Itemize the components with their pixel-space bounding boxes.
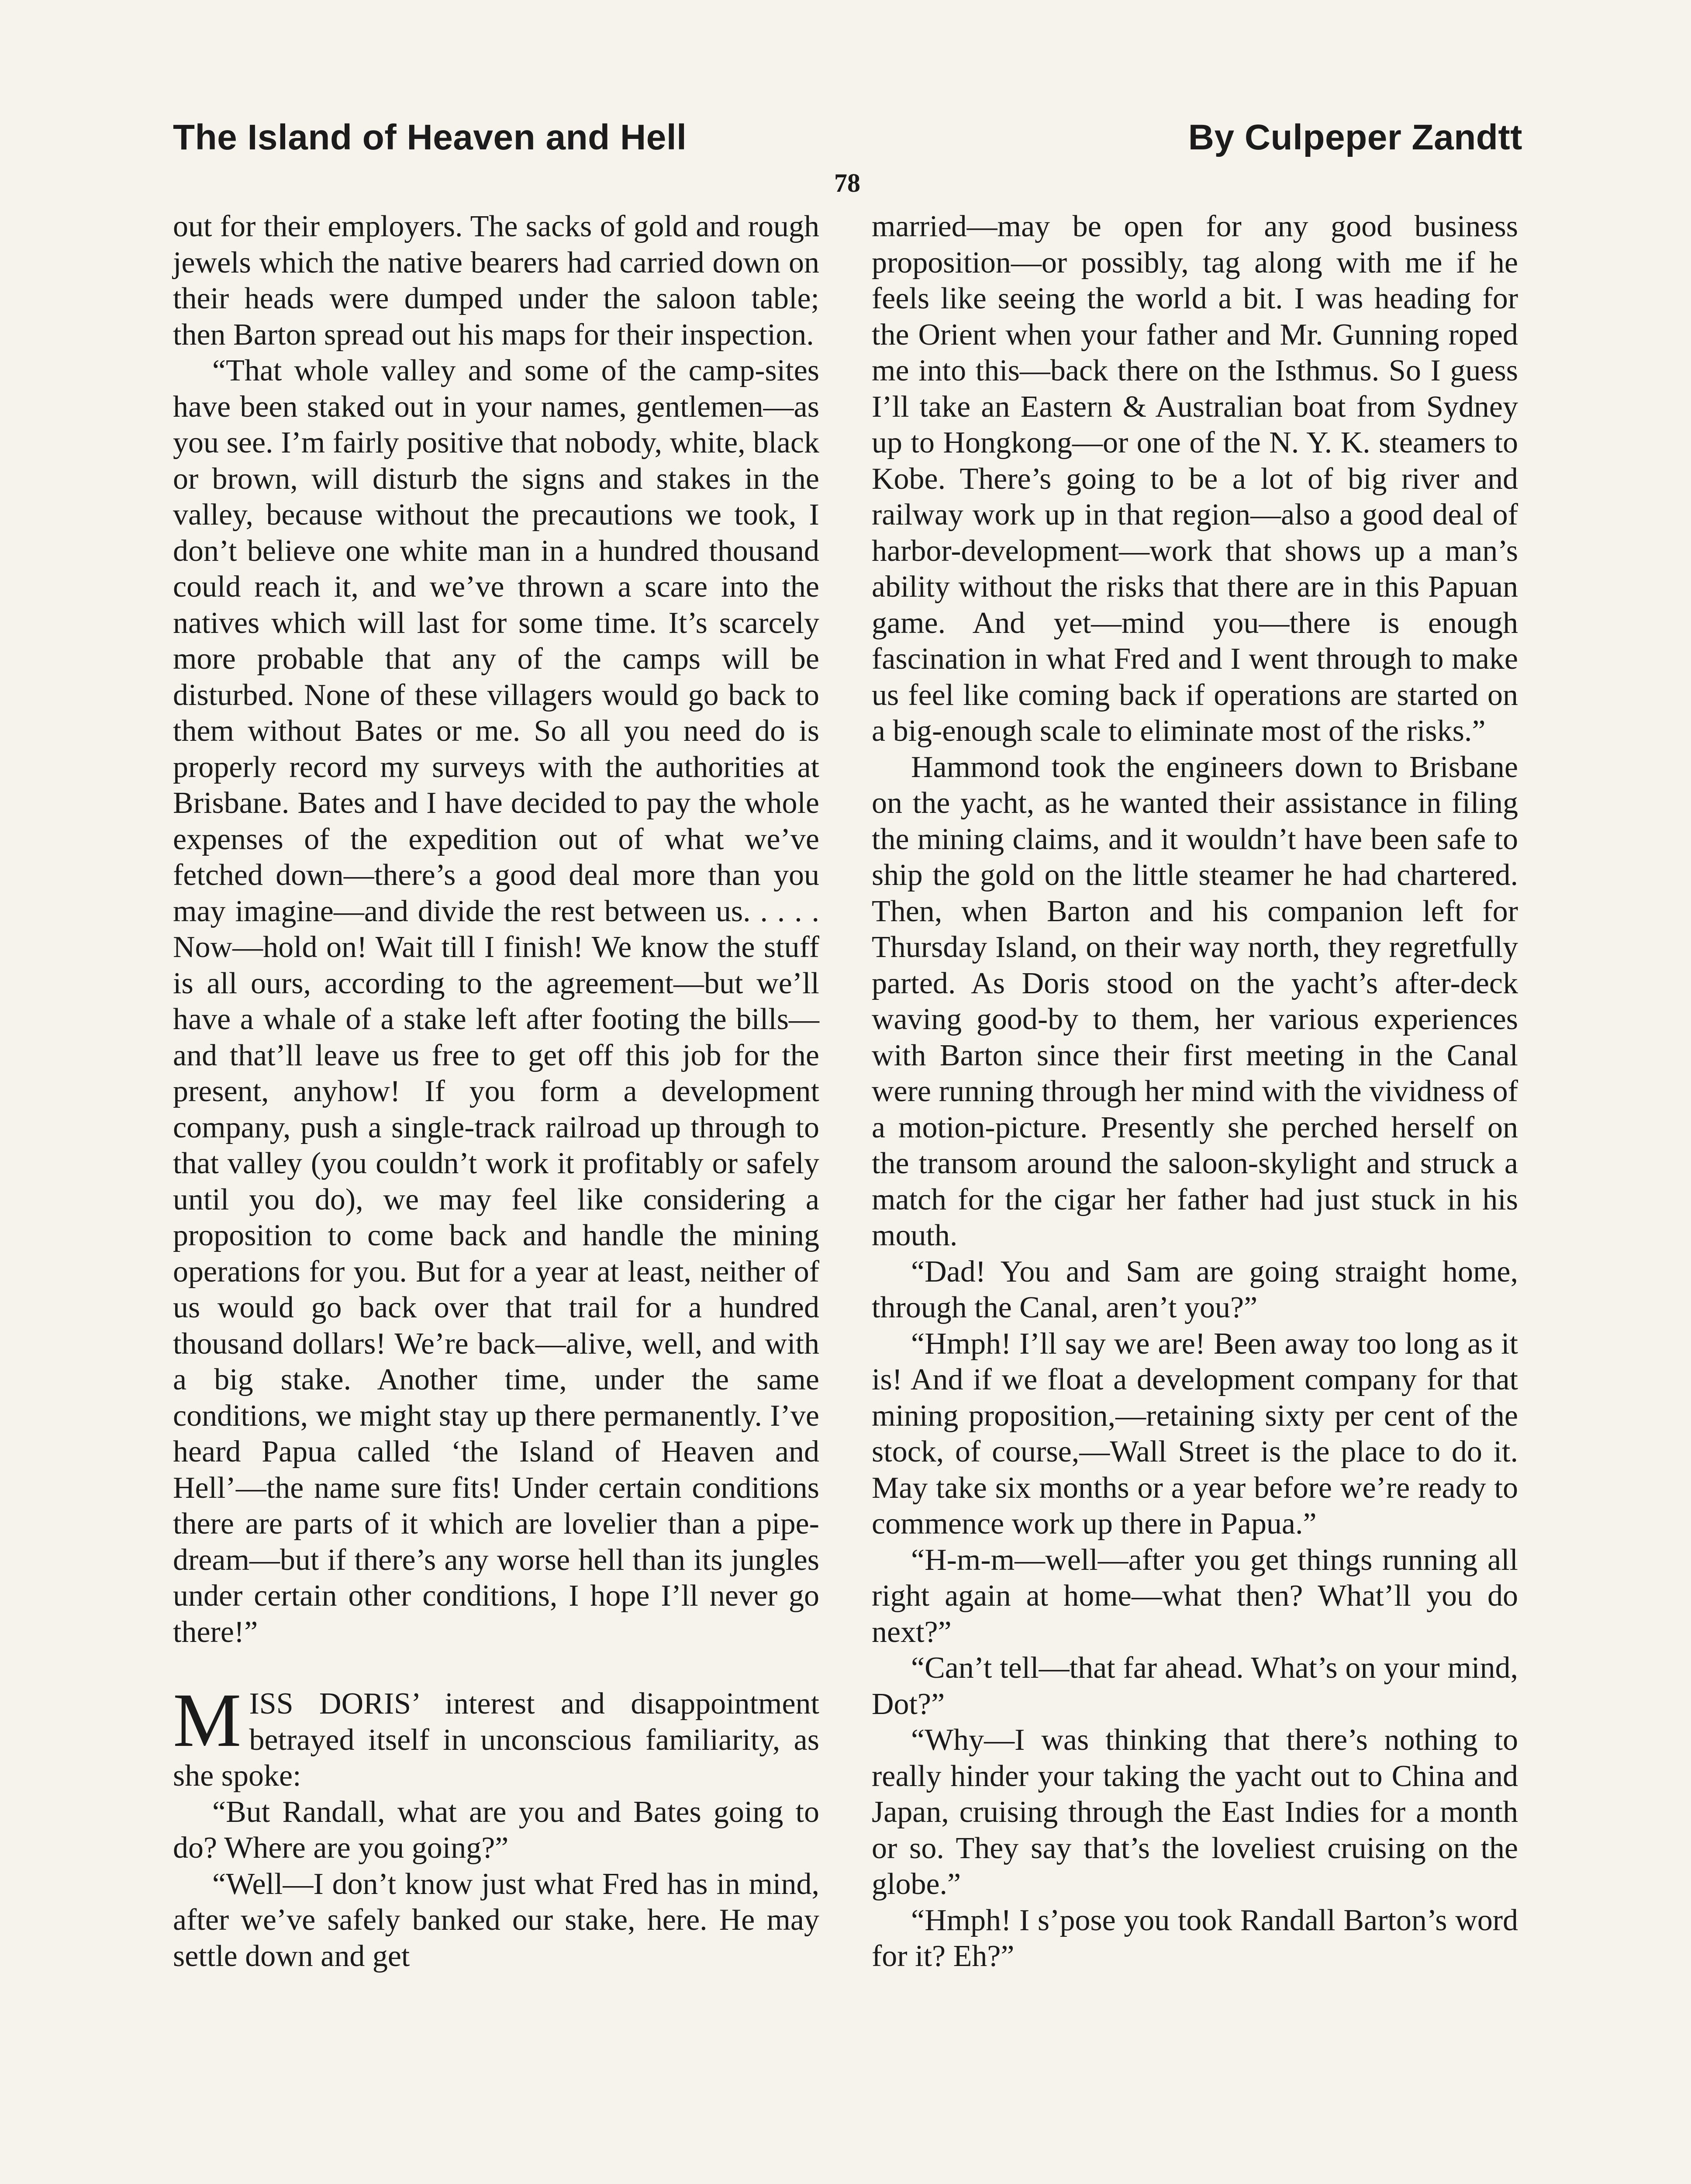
running-head (173, 117, 1522, 158)
paragraph: “Can’t tell—that far ahead. What’s on your mind, Dot?” (872, 1651, 1518, 1721)
paragraph: “Hmph! I’ll say we are! Been away too long as it is! And if we float a development company for that mining proposition,—retaining sixty per cent of the stock, of course,—Wall Street is the place to do it. May take six months or a year before we’re ready to commence work up there in Papua.” (872, 1327, 1518, 1541)
left-column (173, 209, 819, 1974)
right-column (872, 209, 1518, 1975)
story-title: The Island of Heaven and Hell (173, 117, 687, 157)
author-byline: By Culpeper Zandtt (1188, 117, 1522, 157)
drop-cap: M (173, 1678, 242, 1763)
paragraph: “H-m-m—well—after you get things running all right again at home—what then? What’ll you do next?” (872, 1543, 1518, 1649)
paragraph: “But Randall, what are you and Bates going to do? Where are you going?” (173, 1795, 819, 1865)
paragraph: “Well—I don’t know just what Fred has in mind, after we’ve safely banked our stake, here. He may settle down and get (173, 1867, 819, 1973)
section-opening-paragraph (173, 1678, 819, 1794)
paragraph: Hammond took the engineers down to Brisbane on the yacht, as he wanted their assistance in filing the mining claims, and it wouldn’t have been safe to ship the gold on the little steamer he had chartered. Then, when Barton and his companion left for Thursday Island, on their way north, they regretfully parted. As Doris stood on the yacht’s after-deck waving good-by to them, her various experiences with Barton since their first meeting in the Canal were running through her mind with the vividness of a motion-picture. Presently she perched herself on the transom around the saloon-skylight and struck a match for the cigar her father had just stuck in his mouth. (872, 750, 1518, 1252)
paragraph: “That whole valley and some of the camp-sites have been staked out in your names, gentlemen—as you see. I’m fairly positive that nobody, white, black or brown, will disturb the signs and stakes in the valley, because without the precautions we took, I don’t believe one white man in a hundred thousand could reach it, and we’ve thrown a scare into the natives which will last for some time. It’s scarcely more probable that any of the camps will be disturbed. None of these villagers would go back to them without Bates or me. So all you need do is properly record my surveys with the authorities at Brisbane. Bates and I have decided to pay the whole expenses of the expedition out of what we’ve fetched down—there’s a good deal more than you may imagine—and divide the rest between us. . . . . Now—hold on! Wait till I finish! We know the stuff is all ours, according to the agreement—but we’ll have a whale of a stake left after footing the bills—and that’ll leave us free to get off this job for the present, anyhow! If you form a development company, push a single-track railroad up through to that valley (you couldn’t work it profitably or safely until you do), we may feel like considering a proposition to come back and handle the mining operations for you. But for a year at least, neither of us would go back over that trail for a hundred thousand dollars! We’re back—alive, well, and with a big stake. Another time, under the same conditions, we might stay up there permanently. I’ve heard Papua called ‘the Island of Heaven and Hell’—the name sure fits! Under certain conditions there are parts of it which are lovelier than a pipe-dream—but if there’s any worse hell than its jungles under certain other conditions, I hope I’ll never go there!” (173, 354, 819, 1649)
paragraph: “Why—I was thinking that there’s nothing to really hinder your taking the yacht out to China and Japan, cruising through the East Indies for a month or so. They say that’s the loveliest cruising on the globe.” (872, 1723, 1518, 1901)
paragraph: married—may be open for any good business proposition—or possibly, tag along with me if he feels like seeing the world a bit. I was heading for the Orient when your father and Mr. Gunning roped me into this—back there on the Isthmus. So I guess I’ll take an Eastern & Australian boat from Sydney up to Hongkong—or one of the N. Y. K. steamers to Kobe. There’s going to be a lot of big river and railway work up in that region—also a good deal of harbor-development—work that shows up a man’s ability without the risks that there are in this Papuan game. And yet—mind you—there is enough fascination in what Fred and I went through to make us feel like coming back if operations are started on a big-enough scale to eliminate most of the risks.” (872, 210, 1518, 748)
paragraph: “Dad! You and Sam are going straight home, through the Canal, aren’t you?” (872, 1254, 1518, 1324)
paragraph: out for their employers. The sacks of gold and rough jewels which the native bearers had carried down on their heads were dumped under the saloon table; then Barton spread out his maps for their inspection. (173, 210, 819, 352)
paragraph-text: ISS DORIS’ interest and disappointment betrayed itself in unconscious familiarity, as she spoke: (173, 1687, 819, 1793)
page-number: 78 (834, 169, 860, 197)
paragraph: “Hmph! I s’pose you took Randall Barton’s word for it? Eh?” (872, 1903, 1518, 1973)
